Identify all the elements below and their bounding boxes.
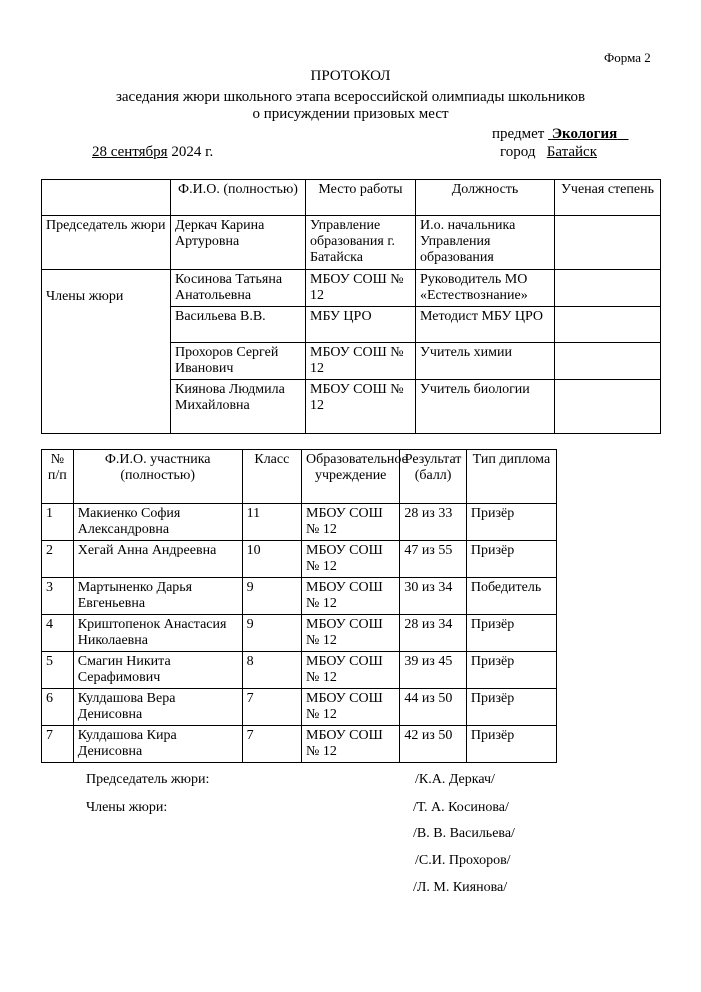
cell-name: Кулдашова Вера Денисовна bbox=[73, 689, 242, 726]
cell-num: 1 bbox=[42, 504, 74, 541]
cell-num: 4 bbox=[42, 615, 74, 652]
jury-header-empty bbox=[42, 180, 171, 216]
cell-diploma: Призёр bbox=[466, 652, 556, 689]
header-result: Результат (балл) bbox=[400, 450, 467, 504]
table-row bbox=[42, 689, 557, 726]
cell-result: 44 из 50 bbox=[400, 689, 467, 726]
jury-name: Косинова Татьяна Анатольевна bbox=[171, 270, 306, 307]
cell-name: Кулдашова Кира Денисовна bbox=[73, 726, 242, 763]
sig-members-label: Члены жюри: bbox=[86, 800, 168, 815]
cell-result: 39 из 45 bbox=[400, 652, 467, 689]
cell-result: 28 из 34 bbox=[400, 615, 467, 652]
cell-school: МБОУ СОШ № 12 bbox=[302, 615, 400, 652]
jury-header-degree: Ученая степень bbox=[555, 180, 661, 216]
jury-name: Деркач Карина Артуровна bbox=[171, 216, 306, 270]
cell-grade: 8 bbox=[242, 652, 301, 689]
cell-diploma: Победитель bbox=[466, 578, 556, 615]
jury-table bbox=[41, 179, 661, 434]
jury-position: Методист МБУ ЦРО bbox=[416, 307, 555, 343]
date-rest: 2024 г. bbox=[171, 144, 214, 160]
cell-grade: 10 bbox=[242, 541, 301, 578]
header-school: Образовательное учреждение bbox=[302, 450, 400, 504]
subtitle-line-2: о присуждении призовых мест bbox=[252, 106, 449, 122]
jury-members-label: Члены жюри bbox=[42, 270, 171, 434]
cell-diploma: Призёр bbox=[466, 541, 556, 578]
cell-diploma: Призёр bbox=[466, 726, 556, 763]
jury-name: Прохоров Сергей Иванович bbox=[171, 343, 306, 380]
jury-chair-label: Председатель жюри bbox=[42, 216, 171, 270]
cell-num: 2 bbox=[42, 541, 74, 578]
jury-work: МБОУ СОШ № 12 bbox=[306, 380, 416, 434]
city-line bbox=[500, 144, 597, 161]
sig-chair-name: /К.А. Деркач/ bbox=[415, 772, 495, 787]
cell-grade: 9 bbox=[242, 578, 301, 615]
sig-member-name: /В. В. Васильева/ bbox=[413, 826, 515, 841]
cell-num: 6 bbox=[42, 689, 74, 726]
cell-name: Смагин Никита Серафимович bbox=[73, 652, 242, 689]
table-row bbox=[42, 578, 557, 615]
jury-degree bbox=[555, 343, 661, 380]
cell-grade: 11 bbox=[242, 504, 301, 541]
table-row bbox=[42, 504, 557, 541]
cell-school: МБОУ СОШ № 12 bbox=[302, 726, 400, 763]
cell-school: МБОУ СОШ № 12 bbox=[302, 504, 400, 541]
jury-row-chair bbox=[42, 216, 661, 270]
cell-name: Макиенко София Александровна bbox=[73, 504, 242, 541]
participants-table bbox=[41, 449, 557, 763]
subtitle-line-1: заседания жюри школьного этапа всероссийской олимпиады школьников bbox=[115, 89, 586, 105]
form-label: Форма 2 bbox=[604, 50, 651, 65]
cell-grade: 7 bbox=[242, 726, 301, 763]
subject-line bbox=[492, 126, 628, 143]
cell-result: 28 из 33 bbox=[400, 504, 467, 541]
subject-label: предмет bbox=[492, 126, 545, 142]
cell-name: Криштопенок Анастасия Николаевна bbox=[73, 615, 242, 652]
cell-diploma: Призёр bbox=[466, 615, 556, 652]
table-row bbox=[42, 652, 557, 689]
jury-work: МБОУ СОШ № 12 bbox=[306, 270, 416, 307]
jury-header-row bbox=[42, 180, 661, 216]
city-label: город bbox=[500, 144, 536, 160]
cell-num: 5 bbox=[42, 652, 74, 689]
header-grade: Класс bbox=[242, 450, 301, 504]
table-row bbox=[42, 726, 557, 763]
subject-value: Экология bbox=[551, 126, 618, 142]
jury-work: МБУ ЦРО bbox=[306, 307, 416, 343]
cell-school: МБОУ СОШ № 12 bbox=[302, 689, 400, 726]
jury-position: Учитель химии bbox=[416, 343, 555, 380]
sig-member-name: /Т. А. Косинова/ bbox=[413, 800, 509, 815]
cell-name: Мартыненко Дарья Евгеньевна bbox=[73, 578, 242, 615]
sig-chair-label: Председатель жюри: bbox=[86, 772, 210, 787]
cell-grade: 9 bbox=[242, 615, 301, 652]
jury-name: Васильева В.В. bbox=[171, 307, 306, 343]
city-value: Батайск bbox=[546, 144, 597, 160]
cell-name: Хегай Анна Андреевна bbox=[73, 541, 242, 578]
cell-num: 3 bbox=[42, 578, 74, 615]
jury-degree bbox=[555, 307, 661, 343]
cell-grade: 7 bbox=[242, 689, 301, 726]
date-line bbox=[92, 144, 213, 161]
cell-result: 47 из 55 bbox=[400, 541, 467, 578]
table-row bbox=[42, 541, 557, 578]
cell-school: МБОУ СОШ № 12 bbox=[302, 652, 400, 689]
jury-work: Управление образования г. Батайска bbox=[306, 216, 416, 270]
jury-header-name: Ф.И.О. (полностью) bbox=[171, 180, 306, 216]
cell-school: МБОУ СОШ № 12 bbox=[302, 541, 400, 578]
jury-row bbox=[42, 270, 661, 307]
date-underlined: 28 сентября bbox=[92, 144, 168, 160]
cell-school: МБОУ СОШ № 12 bbox=[302, 578, 400, 615]
jury-position: И.о. начальника Управления образования bbox=[416, 216, 555, 270]
cell-diploma: Призёр bbox=[466, 689, 556, 726]
jury-work: МБОУ СОШ № 12 bbox=[306, 343, 416, 380]
jury-degree bbox=[555, 380, 661, 434]
cell-diploma: Призёр bbox=[466, 504, 556, 541]
sig-member-name: /С.И. Прохоров/ bbox=[415, 853, 511, 868]
cell-result: 30 из 34 bbox=[400, 578, 467, 615]
jury-header-position: Должность bbox=[416, 180, 555, 216]
jury-position: Учитель биологии bbox=[416, 380, 555, 434]
jury-degree bbox=[555, 270, 661, 307]
jury-name: Киянова Людмила Михайловна bbox=[171, 380, 306, 434]
header-name: Ф.И.О. участника (полностью) bbox=[73, 450, 242, 504]
participants-header-row bbox=[42, 450, 557, 504]
jury-degree bbox=[555, 216, 661, 270]
cell-num: 7 bbox=[42, 726, 74, 763]
cell-result: 42 из 50 bbox=[400, 726, 467, 763]
jury-header-work: Место работы bbox=[306, 180, 416, 216]
header-num: № п/п bbox=[42, 450, 74, 504]
table-row bbox=[42, 615, 557, 652]
jury-position: Руководитель МО «Естествознание» bbox=[416, 270, 555, 307]
page-title: ПРОТОКОЛ bbox=[310, 68, 391, 84]
sig-member-name: /Л. М. Киянова/ bbox=[413, 880, 508, 895]
header-diploma: Тип диплома bbox=[466, 450, 556, 504]
